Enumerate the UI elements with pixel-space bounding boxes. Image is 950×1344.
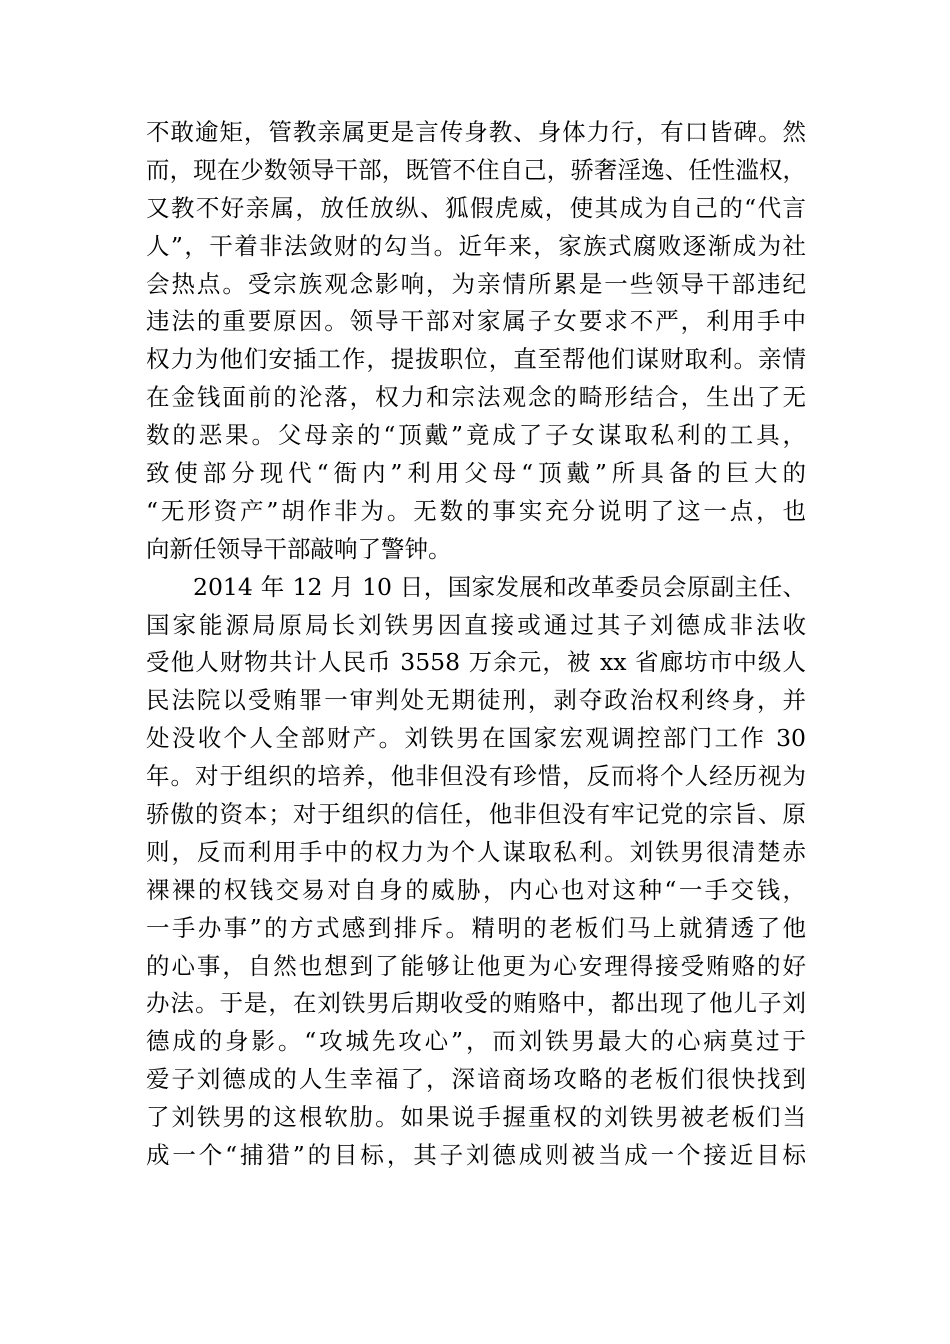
text-line: 处没收个人全部财产。刘铁男在国家宏观调控部门工作 30 [146,724,806,753]
text-line: 民法院以受贿罪一审判处无期徒刑，剥夺政治权利终身，并 [146,686,806,715]
text-line: 骄傲的资本；对于组织的信任，他非但没有牢记党的宗旨、原 [146,800,806,829]
text-line: 成一个“捕猎”的目标，其子刘德成则被当成一个接近目标 [146,1141,806,1170]
text-line: 人”，干着非法敛财的勾当。近年来，家族式腐败逐渐成为社 [146,231,806,260]
text-line: 违法的重要原因。领导干部对家属子女要求不严，利用手中 [146,307,806,336]
text-line: 办法。于是，在刘铁男后期收受的贿赂中，都出现了他儿子刘 [146,989,806,1018]
body-text [146,114,806,1175]
text-line: 年。对于组织的培养，他非但没有珍惜，反而将个人经历视为 [146,762,806,791]
text-line: 爱子刘德成的人生幸福了，深谙商场攻略的老板们很快找到 [146,1065,806,1094]
text-line: 而，现在少数领导干部，既管不住自己，骄奢淫逸、任性滥权， [146,155,806,184]
text-line: 一手办事”的方式感到排斥。精明的老板们马上就猜透了他 [146,913,806,942]
text-line: 的心事，自然也想到了能够让他更为心安理得接受贿赂的好 [146,951,806,980]
text-line: 不敢逾矩，管教亲属更是言传身教、身体力行，有口皆碑。然 [146,118,806,146]
text-line: 在金钱面前的沦落，权力和宗法观念的畸形结合，生出了无 [146,383,806,412]
text-line: 国家能源局原局长刘铁男因直接或通过其子刘德成非法收 [146,610,806,639]
text-line: 则，反而利用手中的权力为个人谋取私利。刘铁男很清楚赤 [146,837,806,866]
text-line: 德成的身影。“攻城先攻心”，而刘铁男最大的心病莫过于 [146,1027,806,1056]
text-line: 权力为他们安插工作，提拔职位，直至帮他们谋财取利。亲情 [146,345,806,374]
text-line: 受他人财物共计人民币 3558 万余元，被 xx 省廊坊市中级人 [146,648,806,677]
text-line: 致使部分现代“衙内”利用父母“顶戴”所具备的巨大的 [146,459,806,488]
text-line: 向新任领导干部敲响了警钟。 [146,534,452,563]
text-line: 又教不好亲属，放任放纵、狐假虎威，使其成为自己的“代言 [146,193,806,222]
paragraph [146,114,806,569]
text-line: 了刘铁男的这根软肋。如果说手握重权的刘铁男被老板们当 [146,1103,806,1132]
paragraph [146,569,806,1175]
text-line: 裸裸的权钱交易对自身的威胁，内心也对这种“一手交钱， [146,875,806,904]
text-line: 2014 年 12 月 10 日，国家发展和改革委员会原副主任、 [193,572,806,601]
text-line: “无形资产”胡作非为。无数的事实充分说明了这一点，也 [146,496,806,525]
text-line: 会热点。受宗族观念影响，为亲情所累是一些领导干部违纪 [146,269,806,298]
text-line: 数的恶果。父母亲的“顶戴”竟成了子女谋取私利的工具， [146,421,806,450]
